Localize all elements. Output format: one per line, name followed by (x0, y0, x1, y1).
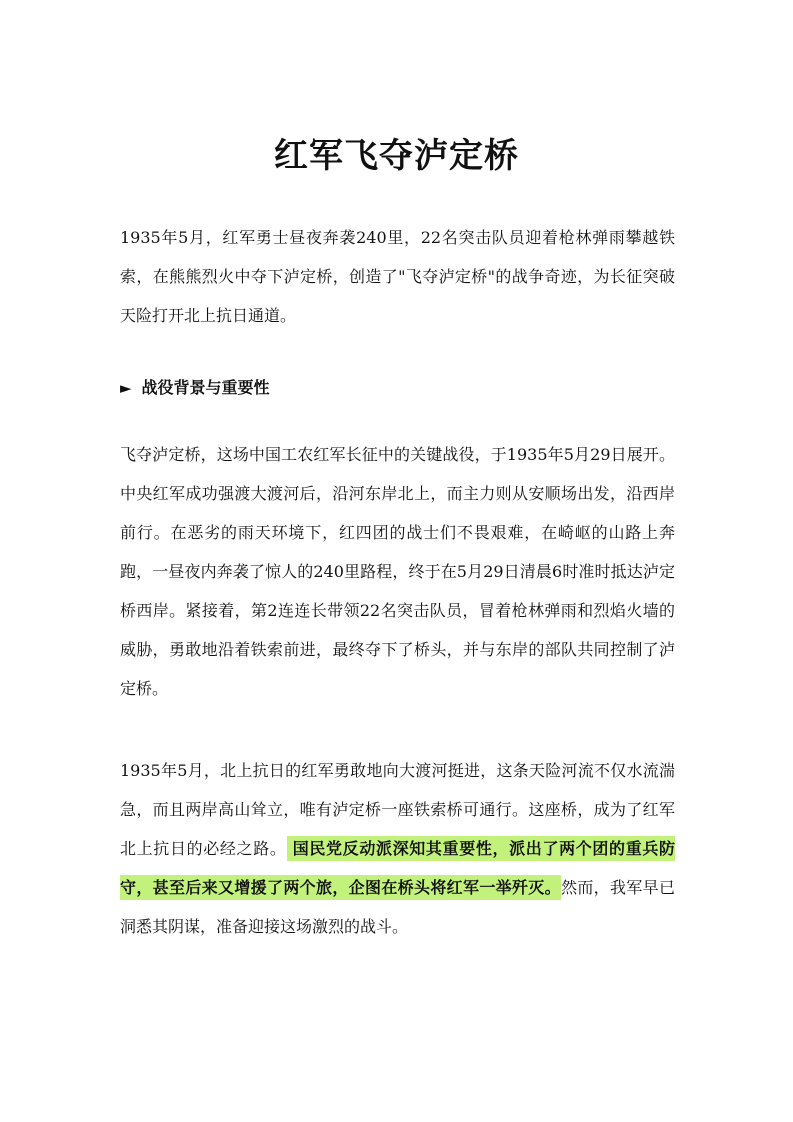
importance-paragraph (120, 751, 675, 946)
section-heading-text: 战役背景与重要性 (141, 378, 270, 397)
background-paragraph: 飞夺泸定桥，这场中国工农红军长征中的关键战役，于1935年5月29日展开。中央红军成功强渡大渡河后，沿河东岸北上，而主力则从安顺场出发，沿西岸前行。在恶劣的雨天环境下，红四团的战士们不畏艰难，在崎岖的山路上奔跑，一昼夜内奔袭了惊人的240里路程，终于在5月29日清晨6时准时抵达泸定桥西岸。紧接着，第2连连长带领22名突击队员，冒着枪林弹雨和烈焰火墙的威胁，勇敢地沿着铁索前进，最终夺下了桥头，并与东岸的部队共同控制了泸定桥。 (120, 445, 675, 698)
document-title: 红军飞夺泸定桥 (274, 136, 519, 176)
highlighted-text: 国民党反动派深知其重要性，派出了两个团的重兵防守，甚至后来又增援了两个旅，企图在桥头将红军一举歼灭。 (120, 836, 675, 900)
importance-text-after: 然而，我军早已洞悉其阴谋，准备迎接这场激烈的战斗。 (120, 878, 675, 936)
importance-text-before: 1935年5月，北上抗日的红军勇敢地向大渡河挺进，这条天险河流不仅水流湍急，而且两岸高山耸立，唯有泸定桥一座铁索桥可通行。这座桥，成为了红军北上抗日的必经之路。 (120, 761, 675, 858)
triangle-bullet-icon: ► (120, 379, 132, 397)
section-heading (120, 370, 675, 406)
intro-paragraph: 1935年5月，红军勇士昼夜奔袭240里，22名突击队员迎着枪林弹雨攀越铁索，在熊熊烈火中夺下泸定桥，创造了"飞夺泸定桥"的战争奇迹，为长征突破天险打开北上抗日通道。 (120, 228, 675, 325)
